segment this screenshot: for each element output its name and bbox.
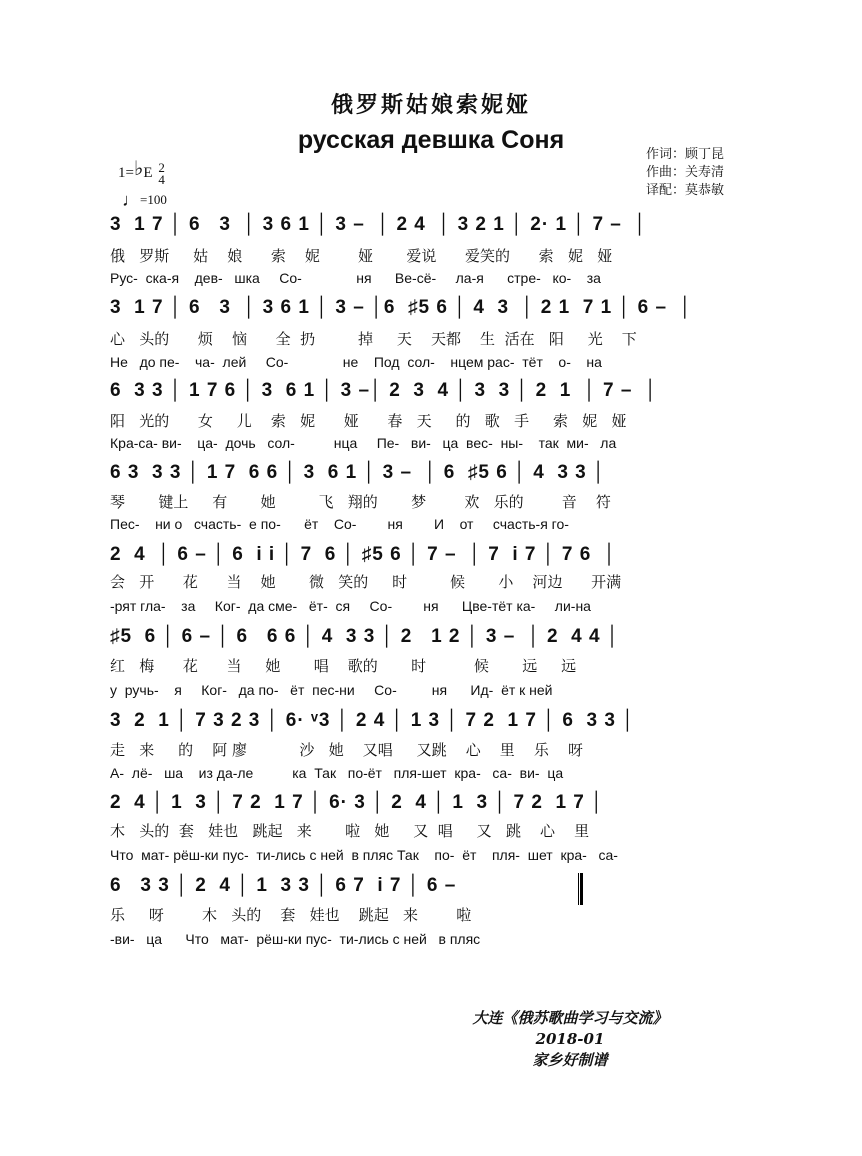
- final-barline: [578, 873, 583, 905]
- russian-lyric-row: Не до пе- ча- лей Со- не Под сол- нцем рас- тёт о- на: [110, 354, 602, 370]
- meter-top: 2: [158, 159, 165, 175]
- composer-credit: 作曲：关寿清: [646, 165, 725, 180]
- song-title-russian: русская девшка Соня: [297, 126, 565, 154]
- russian-lyric-row: Рус- ска-я дев- шка Со- ня Ве-сё- ла-я стре- ко- за: [110, 270, 601, 286]
- key-signature: [118, 158, 165, 186]
- tempo-value: =100: [140, 192, 167, 207]
- chinese-lyric-row: 阳 光的 女 儿 索 妮 娅 春 天 的 歌 手 索 妮 娅: [110, 412, 627, 430]
- lyricist-credit: 作词：顾丁昆: [646, 147, 725, 162]
- quarter-note-icon: ♩: [122, 190, 140, 210]
- footer-date: 2018-01: [535, 1030, 605, 1048]
- footer-arranger: 家乡好制谱: [532, 1051, 608, 1069]
- notation-row: 2 4 │ 1 3 │ 7 2 1 7 │ 6· 3 │ 2 4 │ 1 3 │ 7 2 1 7 │: [110, 792, 605, 813]
- chinese-lyric-row: 俄 罗斯 姑 娘 索 妮 娅 爱说 爱笑的 索 妮 娅: [110, 247, 613, 265]
- notation-row: 3 2 1 │ 7 3 2 3 │ 6· ᵛ3 │ 2 4 │ 1 3 │ 7 2 1 7 │ 6 3 3 │: [110, 710, 636, 731]
- meter-bottom: 4: [158, 171, 165, 187]
- footer-source: 大连《俄苏歌曲学习与交流》: [472, 1009, 668, 1027]
- russian-lyric-row: Пес- ни о счасть- е по- ёт Со- ня И от счасть-я го-: [110, 516, 569, 532]
- russian-lyric-row: Что мат- рёш-ки пус- ти-лись с ней в пляс Так по- ёт пля- шет кра- са-: [110, 847, 618, 863]
- chinese-lyric-row: 乐 呀 木 头的 套 娃也 跳起 来 啦: [110, 906, 472, 924]
- footer-block: [400, 1008, 740, 1071]
- time-signature: [158, 159, 165, 187]
- chinese-lyric-row: 木 头的 套 娃也 跳起 来 啦 她 又 唱 又 跳 心 里: [110, 822, 590, 840]
- chinese-lyric-row: 会 开 花 当 她 微 笑的 时 候 小 河边 开满: [110, 573, 622, 591]
- notation-row: 2 4 │ 6 – │ 6 i i │ 7 6 │ ♯5 6 │ 7 – │ 7 i 7 │ 7 6 │: [110, 544, 617, 565]
- russian-lyric-row: -рят гла- за Ког- да сме- ёт- ся Со- ня Цве-тёт ка- ли-на: [110, 598, 591, 614]
- chinese-lyric-row: 琴 键上 有 她 飞 翔的 梦 欢 乐的 音 符: [110, 493, 611, 511]
- russian-lyric-row: Кра-са- ви- ца- дочь сол- нца Пе- ви- ца вес- ны- так ми- ла: [110, 435, 617, 451]
- notation-row: 3 1 7 │ 6 3 │ 3 6 1 │ 3 – │6 ♯5 6 │ 4 3 │ 2 1 7 1 │ 6 – │: [110, 297, 693, 318]
- key-prefix: 1=: [118, 165, 134, 181]
- russian-lyric-row: -ви- ца Что мат- рёш-ки пус- ти-лись с ней в пляс: [110, 931, 481, 947]
- translator-credit: 译配：莫恭敏: [646, 183, 725, 198]
- notation-row: 3 1 7 │ 6 3 │ 3 6 1 │ 3 – │ 2 4 │ 3 2 1 │ 2· 1 │ 7 – │: [110, 214, 648, 235]
- song-title-chinese: 俄罗斯姑娘索妮娅: [330, 92, 531, 118]
- credits-block: [646, 146, 724, 200]
- russian-lyric-row: у ручь- я Ког- да по- ёт пес-ни Со- ня Ид- ёт к ней: [110, 682, 553, 698]
- russian-lyric-row: А- лё- ша из да-ле ка Так по-ёт пля-шет кра- са- ви- ца: [110, 765, 564, 781]
- key-letter: E: [143, 165, 153, 181]
- chinese-lyric-row: 红 梅 花 当 她 唱 歌的 时 候 远 远: [110, 657, 577, 675]
- notation-row: ♯5 6 │ 6 – │ 6 6 6 │ 4 3 3 │ 2 1 2 │ 3 – │ 2 4 4 │: [110, 626, 620, 647]
- chinese-lyric-row: 走 来 的 阿 廖 沙 她 又唱 又跳 心 里 乐 呀: [110, 741, 583, 759]
- notation-row: 6 3 3 3 │ 1 7 6 6 │ 3 6 1 │ 3 – │ 6 ♯5 6 │ 4 3 3 │: [110, 462, 606, 483]
- notation-row: 6 3 3 │ 1 7 6 │ 3 6 1 │ 3 –│ 2 3 4 │ 3 3 │ 2 1 │ 7 – │: [110, 380, 658, 401]
- flat-sign: ♭: [133, 158, 144, 180]
- chinese-lyric-row: 心 头的 烦 恼 全 扔 掉 天 天都 生 活在 阳 光 下: [110, 330, 637, 348]
- notation-row: 6 3 3 │ 2 4 │ 1 3 3 │ 6 7 i 7 │ 6 –: [110, 875, 457, 896]
